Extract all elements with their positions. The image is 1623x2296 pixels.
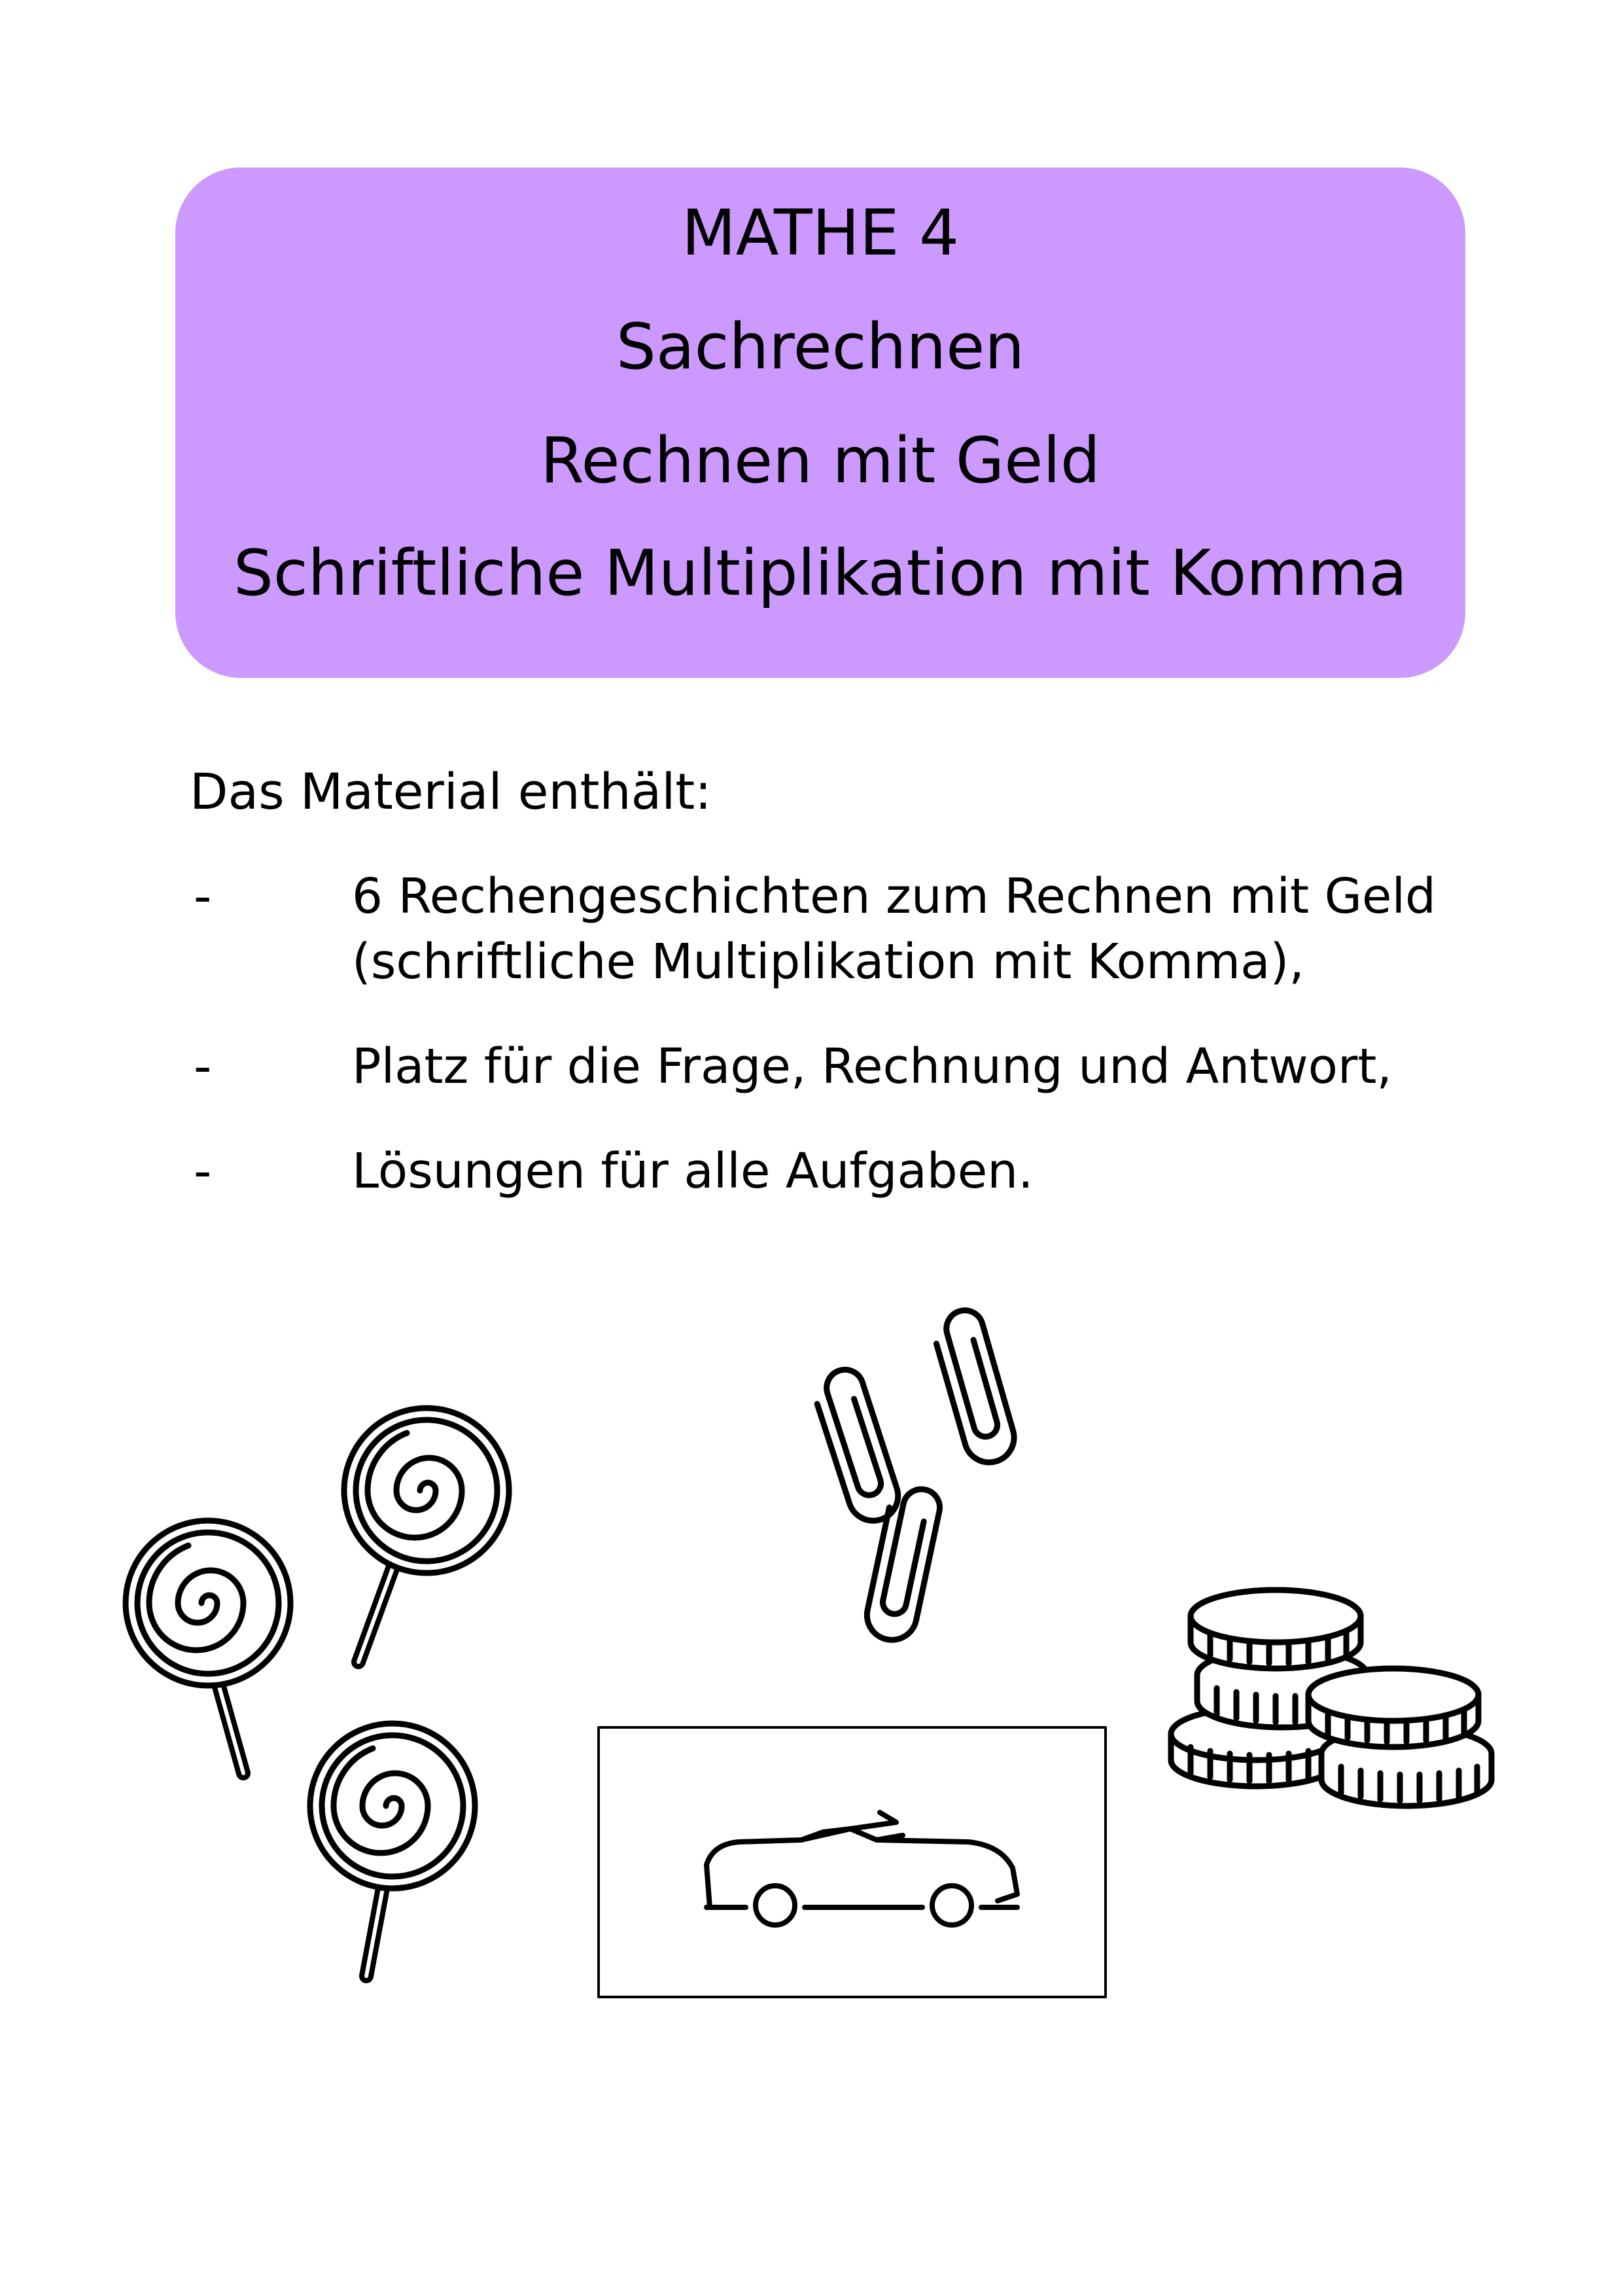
title-box <box>175 168 1465 678</box>
list-bullet: - <box>194 867 212 925</box>
list-item-text <box>352 864 1436 995</box>
lollipop-icon <box>126 1521 290 1773</box>
list-item-line: Lösungen für alle Aufgaben. <box>352 1143 1034 1199</box>
lollipop-icon <box>344 1408 509 1662</box>
paperclip-icon <box>862 1483 943 1645</box>
lollipop-icon <box>310 1723 475 1976</box>
list-item-line: (schriftliche Multiplikation mit Komma), <box>352 934 1304 990</box>
title-subject: MATHE 4 <box>681 196 960 270</box>
title-topic: Sachrechnen <box>616 310 1025 383</box>
list-bullet: - <box>194 1037 212 1095</box>
illustration-area <box>0 1276 1623 2028</box>
car-icon <box>707 1812 1017 1925</box>
coin-stack-icon <box>1171 1590 1492 1806</box>
list-item-line: Platz für die Frage, Rechnung und Antwort, <box>352 1038 1392 1095</box>
paperclip-icon <box>930 1306 1020 1468</box>
list-item-text <box>352 1139 1034 1204</box>
list-item-line: 6 Rechengeschichten zum Rechnen mit Geld <box>352 868 1436 925</box>
title-method: Schriftliche Multiplikation mit Komma <box>233 537 1408 610</box>
list-bullet: - <box>194 1142 212 1200</box>
paperclip-icon <box>809 1365 904 1527</box>
list-item-text <box>352 1034 1392 1099</box>
intro-text: Das Material enthält: <box>190 762 712 821</box>
title-subtopic: Rechnen mit Geld <box>540 424 1100 497</box>
car-card <box>599 1727 1106 1997</box>
